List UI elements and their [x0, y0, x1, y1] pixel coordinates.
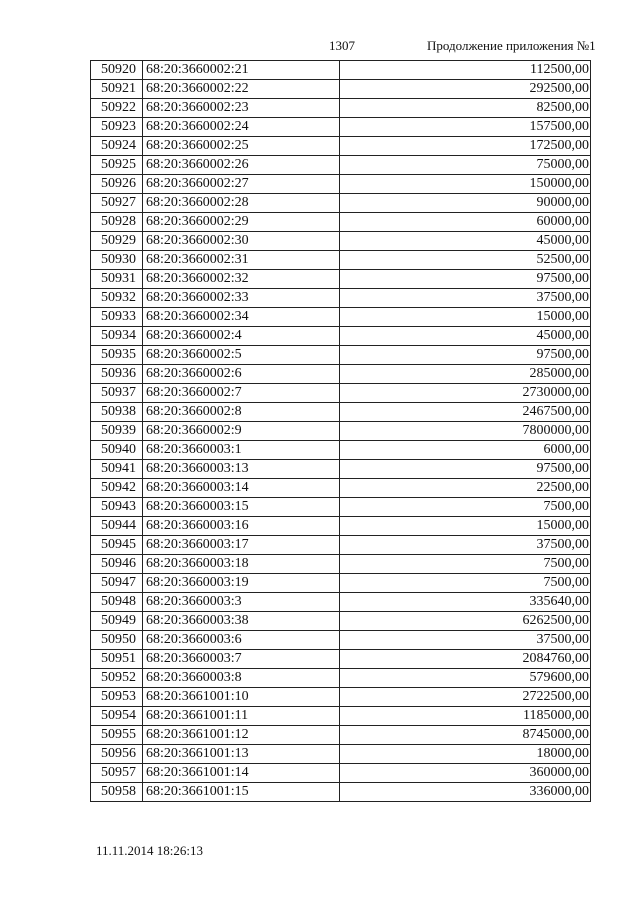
table-row: [91, 631, 591, 650]
cadastral-number-cell: 68:20:3661001:14: [143, 764, 340, 783]
page-number: 1307: [329, 38, 355, 53]
amount-cell: 60000,00: [340, 213, 591, 232]
row-number-cell: 50939: [91, 422, 143, 441]
table-row: [91, 479, 591, 498]
table-row: [91, 346, 591, 365]
cadastral-number-cell: 68:20:3660003:16: [143, 517, 340, 536]
cadastral-number-cell: 68:20:3660003:19: [143, 574, 340, 593]
table-row: [91, 536, 591, 555]
amount-cell: 7500,00: [340, 574, 591, 593]
table-body: [91, 61, 591, 802]
cadastral-number-cell: 68:20:3660003:14: [143, 479, 340, 498]
table-row: [91, 669, 591, 688]
row-number-cell: 50927: [91, 194, 143, 213]
cadastral-number-cell: 68:20:3660003:18: [143, 555, 340, 574]
row-number-cell: 50941: [91, 460, 143, 479]
row-number-cell: 50958: [91, 783, 143, 802]
amount-cell: 18000,00: [340, 745, 591, 764]
cadastral-number-cell: 68:20:3661001:10: [143, 688, 340, 707]
cadastral-number-cell: 68:20:3660002:9: [143, 422, 340, 441]
cadastral-number-cell: 68:20:3660003:17: [143, 536, 340, 555]
row-number-cell: 50947: [91, 574, 143, 593]
cadastral-number-cell: 68:20:3660002:22: [143, 80, 340, 99]
row-number-cell: 50930: [91, 251, 143, 270]
cadastral-number-cell: 68:20:3660002:4: [143, 327, 340, 346]
table-row: [91, 441, 591, 460]
amount-cell: 112500,00: [340, 61, 591, 80]
amount-cell: 22500,00: [340, 479, 591, 498]
table-row: [91, 270, 591, 289]
amount-cell: 7500,00: [340, 498, 591, 517]
table-row: [91, 156, 591, 175]
cadastral-number-cell: 68:20:3660002:31: [143, 251, 340, 270]
amount-cell: 2730000,00: [340, 384, 591, 403]
amount-cell: 2467500,00: [340, 403, 591, 422]
amount-cell: 285000,00: [340, 365, 591, 384]
table-row: [91, 764, 591, 783]
row-number-cell: 50950: [91, 631, 143, 650]
amount-cell: 7500,00: [340, 555, 591, 574]
table-row: [91, 61, 591, 80]
row-number-cell: 50929: [91, 232, 143, 251]
table-row: [91, 460, 591, 479]
table-row: [91, 707, 591, 726]
cadastral-number-cell: 68:20:3660002:32: [143, 270, 340, 289]
table-row: [91, 422, 591, 441]
row-number-cell: 50922: [91, 99, 143, 118]
row-number-cell: 50948: [91, 593, 143, 612]
row-number-cell: 50938: [91, 403, 143, 422]
row-number-cell: 50952: [91, 669, 143, 688]
cadastral-number-cell: 68:20:3660002:21: [143, 61, 340, 80]
amount-cell: 1185000,00: [340, 707, 591, 726]
amount-cell: 8745000,00: [340, 726, 591, 745]
table-row: [91, 213, 591, 232]
table-row: [91, 612, 591, 631]
amount-cell: 90000,00: [340, 194, 591, 213]
amount-cell: 360000,00: [340, 764, 591, 783]
row-number-cell: 50933: [91, 308, 143, 327]
table-row: [91, 365, 591, 384]
row-number-cell: 50953: [91, 688, 143, 707]
row-number-cell: 50946: [91, 555, 143, 574]
amount-cell: 97500,00: [340, 346, 591, 365]
table-row: [91, 99, 591, 118]
table-row: [91, 327, 591, 346]
amount-cell: 6000,00: [340, 441, 591, 460]
table-row: [91, 745, 591, 764]
cadastral-value-table: [90, 60, 591, 802]
cadastral-number-cell: 68:20:3660003:15: [143, 498, 340, 517]
amount-cell: 150000,00: [340, 175, 591, 194]
amount-cell: 157500,00: [340, 118, 591, 137]
table-row: [91, 194, 591, 213]
cadastral-number-cell: 68:20:3660003:38: [143, 612, 340, 631]
cadastral-number-cell: 68:20:3660002:24: [143, 118, 340, 137]
amount-cell: 2722500,00: [340, 688, 591, 707]
row-number-cell: 50923: [91, 118, 143, 137]
cadastral-number-cell: 68:20:3660002:30: [143, 232, 340, 251]
amount-cell: 97500,00: [340, 270, 591, 289]
row-number-cell: 50945: [91, 536, 143, 555]
amount-cell: 37500,00: [340, 536, 591, 555]
table-row: [91, 175, 591, 194]
amount-cell: 336000,00: [340, 783, 591, 802]
table-row: [91, 650, 591, 669]
row-number-cell: 50944: [91, 517, 143, 536]
table-row: [91, 80, 591, 99]
amount-cell: 37500,00: [340, 631, 591, 650]
cadastral-number-cell: 68:20:3661001:15: [143, 783, 340, 802]
row-number-cell: 50951: [91, 650, 143, 669]
table-row: [91, 555, 591, 574]
cadastral-number-cell: 68:20:3660002:33: [143, 289, 340, 308]
table-row: [91, 688, 591, 707]
table-row: [91, 517, 591, 536]
row-number-cell: 50934: [91, 327, 143, 346]
row-number-cell: 50921: [91, 80, 143, 99]
table-row: [91, 289, 591, 308]
cadastral-number-cell: 68:20:3661001:13: [143, 745, 340, 764]
amount-cell: 6262500,00: [340, 612, 591, 631]
row-number-cell: 50943: [91, 498, 143, 517]
amount-cell: 172500,00: [340, 137, 591, 156]
row-number-cell: 50920: [91, 61, 143, 80]
amount-cell: 335640,00: [340, 593, 591, 612]
cadastral-number-cell: 68:20:3660003:6: [143, 631, 340, 650]
cadastral-number-cell: 68:20:3660003:3: [143, 593, 340, 612]
amount-cell: 2084760,00: [340, 650, 591, 669]
cadastral-number-cell: 68:20:3660002:28: [143, 194, 340, 213]
table-row: [91, 118, 591, 137]
row-number-cell: 50932: [91, 289, 143, 308]
table-row: [91, 251, 591, 270]
amount-cell: 579600,00: [340, 669, 591, 688]
amount-cell: 37500,00: [340, 289, 591, 308]
print-timestamp: 11.11.2014 18:26:13: [96, 843, 204, 858]
cadastral-number-cell: 68:20:3660002:5: [143, 346, 340, 365]
table-row: [91, 403, 591, 422]
row-number-cell: 50925: [91, 156, 143, 175]
cadastral-number-cell: 68:20:3660002:6: [143, 365, 340, 384]
amount-cell: 292500,00: [340, 80, 591, 99]
row-number-cell: 50926: [91, 175, 143, 194]
cadastral-number-cell: 68:20:3660003:1: [143, 441, 340, 460]
appendix-title: Продолжение приложения №1: [427, 38, 596, 53]
table-row: [91, 137, 591, 156]
table-row: [91, 498, 591, 517]
amount-cell: 45000,00: [340, 327, 591, 346]
table-row: [91, 232, 591, 251]
row-number-cell: 50937: [91, 384, 143, 403]
row-number-cell: 50931: [91, 270, 143, 289]
table-row: [91, 574, 591, 593]
row-number-cell: 50942: [91, 479, 143, 498]
amount-cell: 75000,00: [340, 156, 591, 175]
cadastral-number-cell: 68:20:3661001:12: [143, 726, 340, 745]
cadastral-number-cell: 68:20:3660003:7: [143, 650, 340, 669]
row-number-cell: 50940: [91, 441, 143, 460]
row-number-cell: 50935: [91, 346, 143, 365]
amount-cell: 45000,00: [340, 232, 591, 251]
amount-cell: 52500,00: [340, 251, 591, 270]
table-row: [91, 726, 591, 745]
row-number-cell: 50954: [91, 707, 143, 726]
cadastral-number-cell: 68:20:3661001:11: [143, 707, 340, 726]
cadastral-number-cell: 68:20:3660002:29: [143, 213, 340, 232]
table-row: [91, 593, 591, 612]
amount-cell: 82500,00: [340, 99, 591, 118]
cadastral-number-cell: 68:20:3660002:26: [143, 156, 340, 175]
row-number-cell: 50928: [91, 213, 143, 232]
cadastral-number-cell: 68:20:3660002:25: [143, 137, 340, 156]
cadastral-number-cell: 68:20:3660003:13: [143, 460, 340, 479]
amount-cell: 7800000,00: [340, 422, 591, 441]
table-row: [91, 384, 591, 403]
cadastral-number-cell: 68:20:3660003:8: [143, 669, 340, 688]
row-number-cell: 50924: [91, 137, 143, 156]
table-row: [91, 308, 591, 327]
cadastral-number-cell: 68:20:3660002:27: [143, 175, 340, 194]
amount-cell: 15000,00: [340, 308, 591, 327]
amount-cell: 97500,00: [340, 460, 591, 479]
cadastral-number-cell: 68:20:3660002:23: [143, 99, 340, 118]
row-number-cell: 50936: [91, 365, 143, 384]
cadastral-number-cell: 68:20:3660002:8: [143, 403, 340, 422]
row-number-cell: 50949: [91, 612, 143, 631]
cadastral-number-cell: 68:20:3660002:7: [143, 384, 340, 403]
row-number-cell: 50956: [91, 745, 143, 764]
cadastral-number-cell: 68:20:3660002:34: [143, 308, 340, 327]
amount-cell: 15000,00: [340, 517, 591, 536]
row-number-cell: 50957: [91, 764, 143, 783]
table-row: [91, 783, 591, 802]
row-number-cell: 50955: [91, 726, 143, 745]
